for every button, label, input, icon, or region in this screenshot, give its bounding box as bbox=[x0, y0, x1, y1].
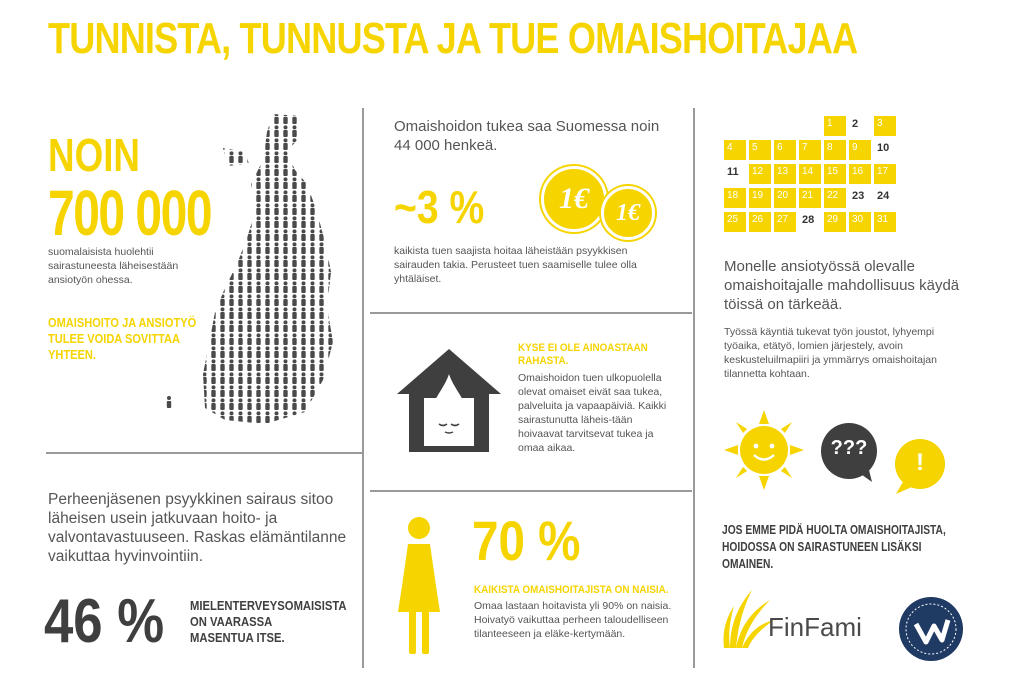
house-description: Omaishoidon tuen ulkopuolella olevat omaiset eivät saa tukea, palveluita ja vapaapäiviä. Kaikki sairastunutta läheis-tään hoivaavat tarvitsevat tukea ja omaa aikaa. bbox=[518, 372, 667, 454]
calendar-day: 29 bbox=[824, 212, 846, 232]
calendar-day: 20 bbox=[774, 188, 796, 208]
calendar-day: 13 bbox=[774, 164, 796, 184]
calendar-day: 4 bbox=[724, 140, 746, 160]
coin-icon-1: 1€ bbox=[541, 166, 607, 232]
map-callout: OMAISHOITO JA ANSIOTYÖ TULEE VOIDA SOVITTAA YHTEEN. bbox=[48, 315, 197, 362]
calendar-day: 22 bbox=[824, 188, 846, 208]
mental-lead: Perheenjäsenen psyykkinen sairaus sitoo läheisen usein jatkuvaan hoito- ja valvontavastuuseen. Raskas elämäntilanne vaikuttaa hyvinvointiin. bbox=[48, 491, 347, 565]
calendar-day: 30 bbox=[849, 212, 871, 232]
calendar-day: 23 bbox=[852, 190, 865, 202]
women-heading: KAIKISTA OMAISHOITAJISTA ON NAISIA. bbox=[474, 584, 669, 596]
calendar-day: 24 bbox=[877, 190, 890, 202]
calendar-day: 12 bbox=[749, 164, 771, 184]
women-percent: 70 % bbox=[472, 509, 581, 572]
big-number-700000: 700 000 bbox=[48, 177, 212, 249]
page-title: TUNNISTA, TUNNUSTA JA TUE OMAISHOITAJAA bbox=[48, 14, 858, 63]
calendar-day: 7 bbox=[799, 140, 821, 160]
calendar-day: 8 bbox=[824, 140, 846, 160]
support-percent: ~3 % bbox=[394, 181, 485, 233]
calendar-day: 31 bbox=[874, 212, 896, 232]
divider-h-mid1 bbox=[370, 312, 692, 314]
exclamation-mark: ! bbox=[916, 449, 924, 476]
calendar-day: 16 bbox=[849, 164, 871, 184]
calendar-lead: Monelle ansiotyössä olevalle omaishoitajalle mahdollisuus käydä töissä on tärkeää. bbox=[724, 258, 960, 313]
calendar-day: 26 bbox=[749, 212, 771, 232]
question-marks: ??? bbox=[830, 437, 868, 459]
calendar-day: 21 bbox=[799, 188, 821, 208]
calendar-description: Työssä käyntiä tukevat työn joustot, lyhyempi työaika, etätyö, lomien järjestely, avoin keskusteluilmapiiri ja ymmärrys omaishoitajan tilannetta kohtaan. bbox=[724, 326, 937, 380]
calendar-day: 10 bbox=[877, 142, 890, 154]
calendar-day: 9 bbox=[849, 140, 871, 160]
calendar-day: 17 bbox=[874, 164, 896, 184]
divider-v2 bbox=[693, 108, 695, 668]
veikkaus-seal-icon bbox=[898, 596, 964, 662]
finfami-logo-icon bbox=[722, 588, 774, 650]
map-description: suomalaisista huolehtii sairastuneesta läheisestään ansiotyön ohessa. bbox=[48, 246, 179, 286]
divider-h-left bbox=[46, 452, 362, 454]
finland-people-map-icon bbox=[155, 112, 355, 432]
calendar-day: 2 bbox=[852, 118, 859, 130]
calendar-day: 15 bbox=[824, 164, 846, 184]
women-description: Omaa lastaan hoitavista yli 90% on naisia. Hoivatyö vaikuttaa perheen taloudelliseen tilanteeseen ja eläke-kertymään. bbox=[474, 600, 672, 640]
divider-v1 bbox=[362, 108, 364, 668]
calendar-day: 14 bbox=[799, 164, 821, 184]
mental-percent: 46 % bbox=[44, 587, 165, 656]
house-heading: KYSE EI OLE AINOASTAAN RAHASTA. bbox=[518, 342, 648, 367]
support-lead: Omaishoidon tukea saa Suomessa noin 44 000 henkeä. bbox=[394, 118, 660, 154]
calendar-day: 1 bbox=[824, 116, 846, 136]
sun-icon bbox=[722, 408, 806, 492]
calendar-day: 3 bbox=[874, 116, 896, 136]
calendar-day: 18 bbox=[724, 188, 746, 208]
calendar-day: 19 bbox=[749, 188, 771, 208]
calendar-day: 27 bbox=[774, 212, 796, 232]
noin-label: NOIN bbox=[48, 129, 140, 181]
mental-callout: MIELENTERVEYSOMAISISTA ON VAARASSA MASENTUA ITSE. bbox=[190, 599, 347, 645]
care-callout: JOS EMME PIDÄ HUOLTA OMAISHOITAJISTA, HOIDOSSA ON SAIRASTUNEEN LISÄKSI OMAINEN. bbox=[722, 523, 946, 571]
house-drop-icon bbox=[394, 346, 504, 456]
woman-icon bbox=[396, 516, 442, 656]
support-description: kaikista tuen saajista hoitaa läheistään psyykkisen sairauden takia. Perusteet tuen saamiselle tulee olla yhtäläiset. bbox=[394, 245, 637, 285]
calendar-day: 5 bbox=[749, 140, 771, 160]
calendar-day: 11 bbox=[727, 166, 739, 178]
coin-icon-2: 1€ bbox=[601, 186, 655, 240]
divider-h-mid2 bbox=[370, 490, 692, 492]
calendar-day: 6 bbox=[774, 140, 796, 160]
finfami-logo-text: FinFami bbox=[768, 612, 862, 642]
calendar-day: 28 bbox=[802, 214, 815, 226]
calendar-day: 25 bbox=[724, 212, 746, 232]
